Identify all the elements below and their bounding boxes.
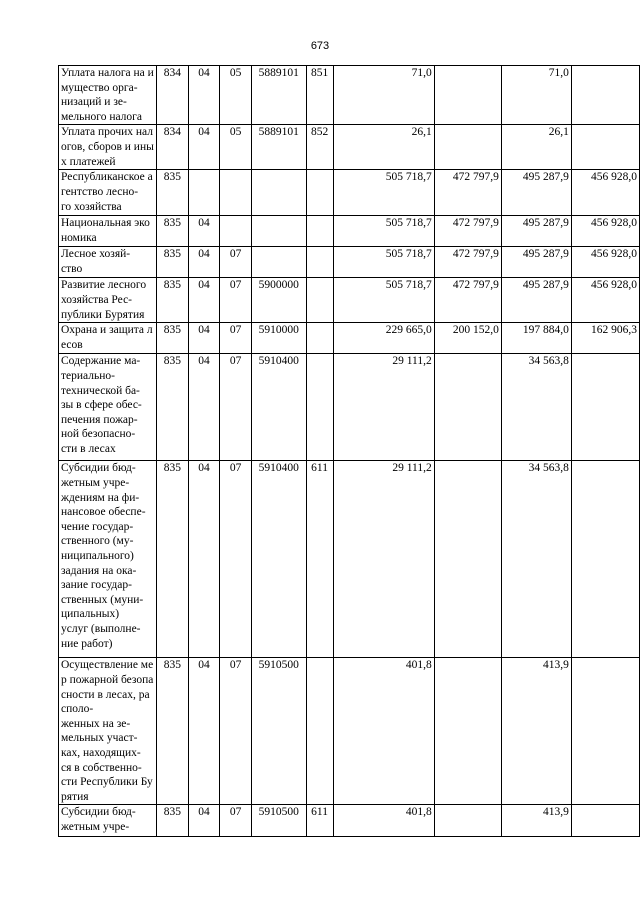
amount-cell-2: 200 152,0 bbox=[434, 323, 501, 354]
section-code-cell: 04 bbox=[188, 461, 220, 658]
table-row bbox=[59, 805, 640, 837]
subsection-code-cell: 07 bbox=[220, 323, 252, 354]
target-article-cell: 5910000 bbox=[251, 323, 306, 354]
amount-cell-2 bbox=[434, 354, 501, 461]
table-row bbox=[59, 658, 640, 805]
amount-cell-2 bbox=[434, 658, 501, 805]
subsection-code-cell: 07 bbox=[220, 278, 252, 323]
amount-cell-3: 495 287,9 bbox=[501, 247, 571, 278]
table-row bbox=[59, 461, 640, 658]
ministry-code-cell: 835 bbox=[156, 805, 188, 837]
amount-cell-2 bbox=[434, 125, 501, 170]
expense-type-cell bbox=[306, 323, 333, 354]
amount-cell-1: 29 111,2 bbox=[333, 354, 434, 461]
amount-cell-1: 505 718,7 bbox=[333, 278, 434, 323]
ministry-code-cell: 835 bbox=[156, 461, 188, 658]
table-row bbox=[59, 125, 640, 170]
ministry-code-cell: 835 bbox=[156, 216, 188, 247]
amount-cell-1: 401,8 bbox=[333, 658, 434, 805]
target-article-cell: 5910500 bbox=[251, 658, 306, 805]
row-name-cell: Осуществление мер пожарной безопасности в лесах, располо- женных на зе- мельных участ- ках, находящих- ся в собственно- сти Республики Бурятия bbox=[59, 658, 157, 805]
section-code-cell: 04 bbox=[188, 278, 220, 323]
ministry-code-cell: 835 bbox=[156, 323, 188, 354]
section-code-cell: 04 bbox=[188, 805, 220, 837]
ministry-code-cell: 834 bbox=[156, 66, 188, 125]
expense-type-cell bbox=[306, 658, 333, 805]
amount-cell-3: 197 884,0 bbox=[501, 323, 571, 354]
amount-cell-4: 162 906,3 bbox=[571, 323, 639, 354]
row-name-cell: Национальная экономика bbox=[59, 216, 157, 247]
section-code-cell: 04 bbox=[188, 247, 220, 278]
amount-cell-1: 505 718,7 bbox=[333, 216, 434, 247]
amount-cell-1: 29 111,2 bbox=[333, 461, 434, 658]
target-article-cell: 5910400 bbox=[251, 461, 306, 658]
amount-cell-4: 456 928,0 bbox=[571, 170, 639, 216]
expense-type-cell bbox=[306, 354, 333, 461]
section-code-cell: 04 bbox=[188, 354, 220, 461]
amount-cell-3: 413,9 bbox=[501, 805, 571, 837]
table-row bbox=[59, 216, 640, 247]
amount-cell-2 bbox=[434, 66, 501, 125]
subsection-code-cell: 07 bbox=[220, 461, 252, 658]
amount-cell-3: 34 563,8 bbox=[501, 354, 571, 461]
expense-type-cell: 611 bbox=[306, 805, 333, 837]
amount-cell-3: 34 563,8 bbox=[501, 461, 571, 658]
row-name-cell: Субсидии бюд- жетным учре- ждениям на фи- нансовое обеспе- чение государ- ственного (му- ниципального) задания на ока- зание государ- ственных (муни- ципальных) услуг (выполне- ние работ) bbox=[59, 461, 157, 658]
budget-table bbox=[58, 65, 640, 837]
amount-cell-2: 472 797,9 bbox=[434, 247, 501, 278]
amount-cell-2: 472 797,9 bbox=[434, 170, 501, 216]
amount-cell-1: 71,0 bbox=[333, 66, 434, 125]
amount-cell-4: 456 928,0 bbox=[571, 247, 639, 278]
row-name-cell: Охрана и защита лесов bbox=[59, 323, 157, 354]
row-name-cell: Субсидии бюд- жетным учре- bbox=[59, 805, 157, 837]
amount-cell-3: 495 287,9 bbox=[501, 170, 571, 216]
amount-cell-4 bbox=[571, 805, 639, 837]
amount-cell-4 bbox=[571, 461, 639, 658]
section-code-cell: 04 bbox=[188, 216, 220, 247]
ministry-code-cell: 834 bbox=[156, 125, 188, 170]
expense-type-cell: 852 bbox=[306, 125, 333, 170]
amount-cell-2 bbox=[434, 805, 501, 837]
amount-cell-1: 401,8 bbox=[333, 805, 434, 837]
page-number: 673 bbox=[310, 40, 330, 52]
amount-cell-4 bbox=[571, 125, 639, 170]
amount-cell-1: 505 718,7 bbox=[333, 247, 434, 278]
amount-cell-4: 456 928,0 bbox=[571, 216, 639, 247]
amount-cell-1: 26,1 bbox=[333, 125, 434, 170]
expense-type-cell: 851 bbox=[306, 66, 333, 125]
table-row bbox=[59, 66, 640, 125]
amount-cell-4: 456 928,0 bbox=[571, 278, 639, 323]
target-article-cell bbox=[251, 170, 306, 216]
section-code-cell: 04 bbox=[188, 66, 220, 125]
amount-cell-4 bbox=[571, 66, 639, 125]
amount-cell-3: 495 287,9 bbox=[501, 278, 571, 323]
amount-cell-3: 71,0 bbox=[501, 66, 571, 125]
subsection-code-cell: 07 bbox=[220, 805, 252, 837]
row-name-cell: Содержание ма- териально- технической ба- зы в сфере обес- печения пожар- ной безопасно- сти в лесах bbox=[59, 354, 157, 461]
amount-cell-3: 495 287,9 bbox=[501, 216, 571, 247]
amount-cell-1: 229 665,0 bbox=[333, 323, 434, 354]
target-article-cell bbox=[251, 247, 306, 278]
row-name-cell: Уплата налога на имущество орга- низаций и зе- мельного налога bbox=[59, 66, 157, 125]
target-article-cell: 5910500 bbox=[251, 805, 306, 837]
target-article-cell bbox=[251, 216, 306, 247]
expense-type-cell: 611 bbox=[306, 461, 333, 658]
expense-type-cell bbox=[306, 170, 333, 216]
amount-cell-2: 472 797,9 bbox=[434, 216, 501, 247]
subsection-code-cell: 05 bbox=[220, 66, 252, 125]
section-code-cell: 04 bbox=[188, 125, 220, 170]
expense-type-cell bbox=[306, 247, 333, 278]
amount-cell-4 bbox=[571, 354, 639, 461]
section-code-cell bbox=[188, 170, 220, 216]
subsection-code-cell bbox=[220, 170, 252, 216]
section-code-cell: 04 bbox=[188, 323, 220, 354]
ministry-code-cell: 835 bbox=[156, 247, 188, 278]
table-row bbox=[59, 354, 640, 461]
table-row bbox=[59, 323, 640, 354]
subsection-code-cell: 07 bbox=[220, 247, 252, 278]
ministry-code-cell: 835 bbox=[156, 170, 188, 216]
amount-cell-2 bbox=[434, 461, 501, 658]
amount-cell-3: 413,9 bbox=[501, 658, 571, 805]
amount-cell-3: 26,1 bbox=[501, 125, 571, 170]
table-row bbox=[59, 278, 640, 323]
section-code-cell: 04 bbox=[188, 658, 220, 805]
row-name-cell: Лесное хозяй- ство bbox=[59, 247, 157, 278]
ministry-code-cell: 835 bbox=[156, 278, 188, 323]
subsection-code-cell: 05 bbox=[220, 125, 252, 170]
row-name-cell: Республиканское агентство лесно- го хозяйства bbox=[59, 170, 157, 216]
ministry-code-cell: 835 bbox=[156, 658, 188, 805]
expense-type-cell bbox=[306, 216, 333, 247]
amount-cell-4 bbox=[571, 658, 639, 805]
row-name-cell: Уплата прочих налогов, сборов и иных платежей bbox=[59, 125, 157, 170]
table-row bbox=[59, 247, 640, 278]
subsection-code-cell: 07 bbox=[220, 354, 252, 461]
target-article-cell: 5900000 bbox=[251, 278, 306, 323]
subsection-code-cell: 07 bbox=[220, 658, 252, 805]
target-article-cell: 5889101 bbox=[251, 125, 306, 170]
ministry-code-cell: 835 bbox=[156, 354, 188, 461]
amount-cell-1: 505 718,7 bbox=[333, 170, 434, 216]
row-name-cell: Развитие лесного хозяйства Рес- публики Бурятия bbox=[59, 278, 157, 323]
target-article-cell: 5889101 bbox=[251, 66, 306, 125]
subsection-code-cell bbox=[220, 216, 252, 247]
amount-cell-2: 472 797,9 bbox=[434, 278, 501, 323]
table-row bbox=[59, 170, 640, 216]
expense-type-cell bbox=[306, 278, 333, 323]
target-article-cell: 5910400 bbox=[251, 354, 306, 461]
